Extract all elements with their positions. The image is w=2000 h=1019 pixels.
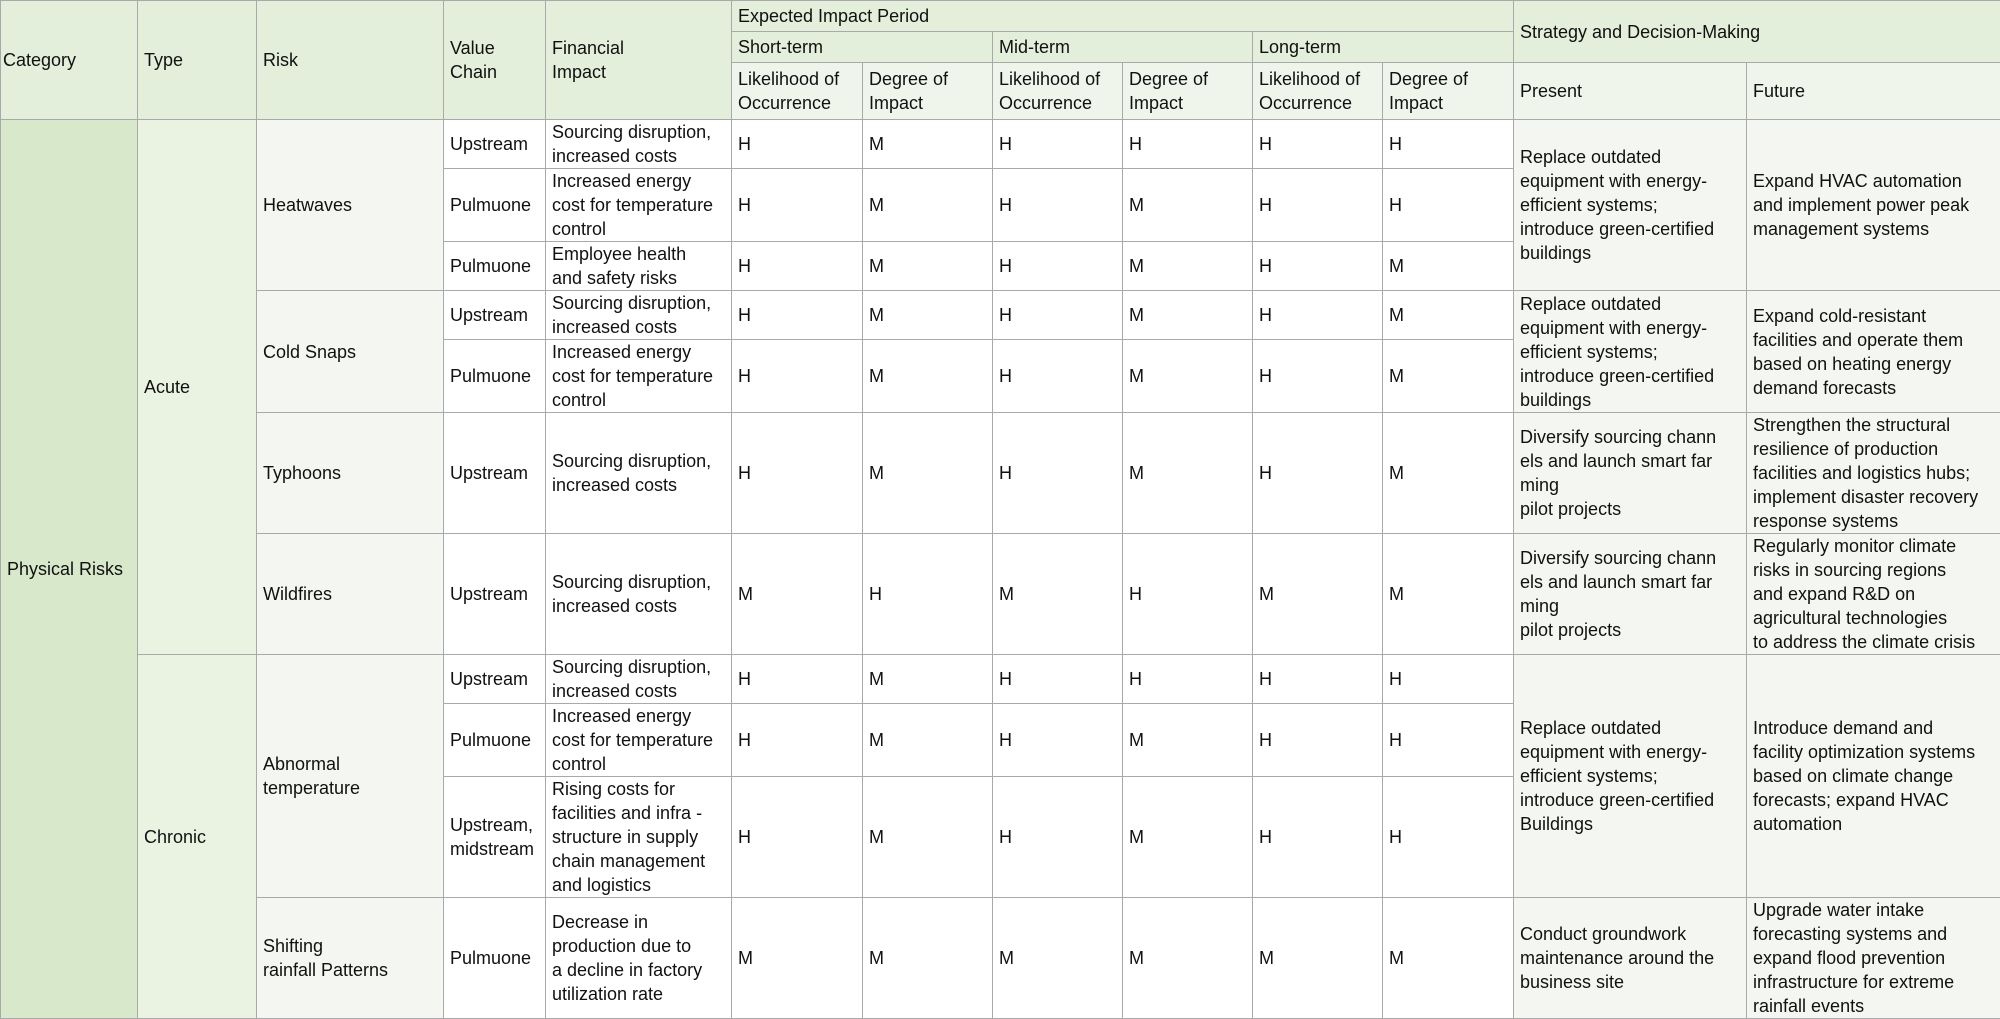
value-chain-cell: Pulmuone bbox=[444, 169, 546, 242]
level-cell: H bbox=[732, 655, 863, 704]
strategy-present-cell: Diversify sourcing chann els and launch smart far ming pilot projects bbox=[1514, 534, 1747, 655]
risk-wildfires: Wildfires bbox=[257, 534, 444, 655]
risk-typhoons: Typhoons bbox=[257, 413, 444, 534]
value-chain-cell: Upstream bbox=[444, 413, 546, 534]
type-acute: Acute bbox=[138, 120, 257, 655]
level-cell: M bbox=[732, 534, 863, 655]
level-cell: M bbox=[1383, 534, 1514, 655]
level-cell: M bbox=[863, 242, 993, 291]
level-cell: H bbox=[993, 169, 1123, 242]
value-chain-cell: Pulmuone bbox=[444, 704, 546, 777]
header-value-chain: Value Chain bbox=[444, 1, 546, 120]
level-cell: M bbox=[863, 777, 993, 898]
financial-impact-cell: Increased energy cost for temperature control bbox=[546, 704, 732, 777]
level-cell: M bbox=[1383, 898, 1514, 1019]
level-cell: H bbox=[993, 413, 1123, 534]
level-cell: M bbox=[1253, 534, 1383, 655]
level-cell: H bbox=[993, 340, 1123, 413]
level-cell: M bbox=[863, 704, 993, 777]
level-cell: H bbox=[732, 704, 863, 777]
level-cell: H bbox=[1253, 704, 1383, 777]
level-cell: M bbox=[732, 898, 863, 1019]
level-cell: M bbox=[1123, 169, 1253, 242]
level-cell: H bbox=[993, 655, 1123, 704]
financial-impact-cell: Increased energy cost for temperature control bbox=[546, 340, 732, 413]
level-cell: H bbox=[732, 777, 863, 898]
financial-impact-cell: Decrease in production due to a decline in factory utilization rate bbox=[546, 898, 732, 1019]
strategy-present-cell: Diversify sourcing chann els and launch smart far ming pilot projects bbox=[1514, 413, 1747, 534]
strategy-future-cell: Regularly monitor climate risks in sourcing regions and expand R&D on agricultural technologies to address the climate crisis bbox=[1747, 534, 2000, 655]
header-likelihood: Likelihood of Occurrence bbox=[993, 63, 1123, 120]
value-chain-cell: Upstream bbox=[444, 534, 546, 655]
level-cell: M bbox=[1123, 291, 1253, 340]
level-cell: H bbox=[1253, 413, 1383, 534]
level-cell: M bbox=[863, 291, 993, 340]
value-chain-cell: Upstream bbox=[444, 655, 546, 704]
header-short-term: Short-term bbox=[732, 32, 993, 63]
financial-impact-cell: Sourcing disruption, increased costs bbox=[546, 120, 732, 169]
financial-impact-cell: Rising costs for facilities and infra - structure in supply chain management and logistics bbox=[546, 777, 732, 898]
strategy-future-cell: Expand cold-resistant facilities and operate them based on heating energy demand forecasts bbox=[1747, 291, 2000, 413]
level-cell: H bbox=[732, 291, 863, 340]
level-cell: H bbox=[1253, 777, 1383, 898]
risk-abnormal-temperature: Abnormal temperature bbox=[257, 655, 444, 898]
level-cell: H bbox=[1383, 655, 1514, 704]
level-cell: H bbox=[1253, 169, 1383, 242]
financial-impact-cell: Sourcing disruption, increased costs bbox=[546, 534, 732, 655]
level-cell: M bbox=[863, 898, 993, 1019]
level-cell: H bbox=[1253, 291, 1383, 340]
level-cell: M bbox=[1123, 777, 1253, 898]
level-cell: H bbox=[1253, 242, 1383, 291]
value-chain-cell: Pulmuone bbox=[444, 242, 546, 291]
table-row bbox=[1, 413, 2000, 534]
header-type: Type bbox=[138, 1, 257, 120]
level-cell: H bbox=[993, 291, 1123, 340]
header-future: Future bbox=[1747, 63, 2000, 120]
risk-cold-snaps: Cold Snaps bbox=[257, 291, 444, 413]
header-strategy: Strategy and Decision-Making bbox=[1514, 1, 2000, 63]
header-mid-term: Mid-term bbox=[993, 32, 1253, 63]
level-cell: M bbox=[1383, 340, 1514, 413]
level-cell: H bbox=[732, 413, 863, 534]
level-cell: M bbox=[863, 120, 993, 169]
table-row bbox=[1, 120, 2000, 169]
financial-impact-cell: Increased energy cost for temperature control bbox=[546, 169, 732, 242]
header-degree: Degree of Impact bbox=[863, 63, 993, 120]
strategy-future-cell: Expand HVAC automation and implement power peak management systems bbox=[1747, 120, 2000, 291]
level-cell: M bbox=[1123, 340, 1253, 413]
header-expected-impact-period: Expected Impact Period bbox=[732, 1, 1514, 32]
value-chain-cell: Upstream, midstream bbox=[444, 777, 546, 898]
strategy-future-cell: Upgrade water intake forecasting systems and expand flood prevention infrastructure for extreme rainfall events bbox=[1747, 898, 2000, 1019]
risk-shifting-rainfall: Shifting rainfall Patterns bbox=[257, 898, 444, 1019]
value-chain-cell: Pulmuone bbox=[444, 898, 546, 1019]
level-cell: H bbox=[1383, 169, 1514, 242]
strategy-present-cell: Conduct groundwork maintenance around the business site bbox=[1514, 898, 1747, 1019]
strategy-present-cell: Replace outdated equipment with energy- efficient systems; introduce green-certified buildings bbox=[1514, 120, 1747, 291]
table-row bbox=[1, 655, 2000, 704]
level-cell: H bbox=[1123, 120, 1253, 169]
strategy-present-cell: Replace outdated equipment with energy- efficient systems; introduce green-certified buildings bbox=[1514, 291, 1747, 413]
table-row bbox=[1, 898, 2000, 1019]
financial-impact-cell: Sourcing disruption, increased costs bbox=[546, 291, 732, 340]
level-cell: H bbox=[993, 242, 1123, 291]
level-cell: M bbox=[1383, 242, 1514, 291]
level-cell: M bbox=[863, 413, 993, 534]
level-cell: H bbox=[863, 534, 993, 655]
category-cell: Physical Risks bbox=[1, 120, 138, 1019]
level-cell: M bbox=[1383, 291, 1514, 340]
strategy-present-cell: Replace outdated equipment with energy- efficient systems; introduce green-certified Buildings bbox=[1514, 655, 1747, 898]
table-row bbox=[1, 534, 2000, 655]
level-cell: H bbox=[1383, 120, 1514, 169]
level-cell: H bbox=[1253, 120, 1383, 169]
value-chain-cell: Upstream bbox=[444, 120, 546, 169]
level-cell: M bbox=[863, 169, 993, 242]
value-chain-cell: Upstream bbox=[444, 291, 546, 340]
level-cell: M bbox=[993, 898, 1123, 1019]
level-cell: H bbox=[1383, 704, 1514, 777]
level-cell: H bbox=[732, 242, 863, 291]
risk-heatwaves: Heatwaves bbox=[257, 120, 444, 291]
level-cell: H bbox=[993, 777, 1123, 898]
header-degree: Degree of Impact bbox=[1123, 63, 1253, 120]
level-cell: M bbox=[1383, 413, 1514, 534]
strategy-future-cell: Introduce demand and facility optimization systems based on climate change forecasts; expand HVAC automation bbox=[1747, 655, 2000, 898]
level-cell: H bbox=[993, 704, 1123, 777]
level-cell: M bbox=[863, 340, 993, 413]
value-chain-cell: Pulmuone bbox=[444, 340, 546, 413]
financial-impact-cell: Sourcing disruption, increased costs bbox=[546, 413, 732, 534]
level-cell: H bbox=[732, 169, 863, 242]
level-cell: H bbox=[993, 120, 1123, 169]
level-cell: M bbox=[1123, 413, 1253, 534]
level-cell: M bbox=[1253, 898, 1383, 1019]
table-row bbox=[1, 291, 2000, 340]
financial-impact-cell: Sourcing disruption, increased costs bbox=[546, 655, 732, 704]
level-cell: H bbox=[1253, 655, 1383, 704]
level-cell: M bbox=[993, 534, 1123, 655]
header-financial-impact: Financial Impact bbox=[546, 1, 732, 120]
level-cell: H bbox=[1383, 777, 1514, 898]
header-present: Present bbox=[1514, 63, 1747, 120]
level-cell: H bbox=[1123, 655, 1253, 704]
header-risk: Risk bbox=[257, 1, 444, 120]
type-chronic: Chronic bbox=[138, 655, 257, 1019]
level-cell: M bbox=[863, 655, 993, 704]
level-cell: H bbox=[1253, 340, 1383, 413]
financial-impact-cell: Employee health and safety risks bbox=[546, 242, 732, 291]
level-cell: H bbox=[732, 340, 863, 413]
header-likelihood: Likelihood of Occurrence bbox=[1253, 63, 1383, 120]
header-degree: Degree of Impact bbox=[1383, 63, 1514, 120]
header-long-term: Long-term bbox=[1253, 32, 1514, 63]
strategy-future-cell: Strengthen the structural resilience of production facilities and logistics hubs; implement disaster recovery response systems bbox=[1747, 413, 2000, 534]
level-cell: H bbox=[1123, 534, 1253, 655]
level-cell: M bbox=[1123, 242, 1253, 291]
level-cell: M bbox=[1123, 704, 1253, 777]
level-cell: M bbox=[1123, 898, 1253, 1019]
header-likelihood: Likelihood of Occurrence bbox=[732, 63, 863, 120]
header-category: Category bbox=[1, 1, 138, 120]
level-cell: H bbox=[732, 120, 863, 169]
